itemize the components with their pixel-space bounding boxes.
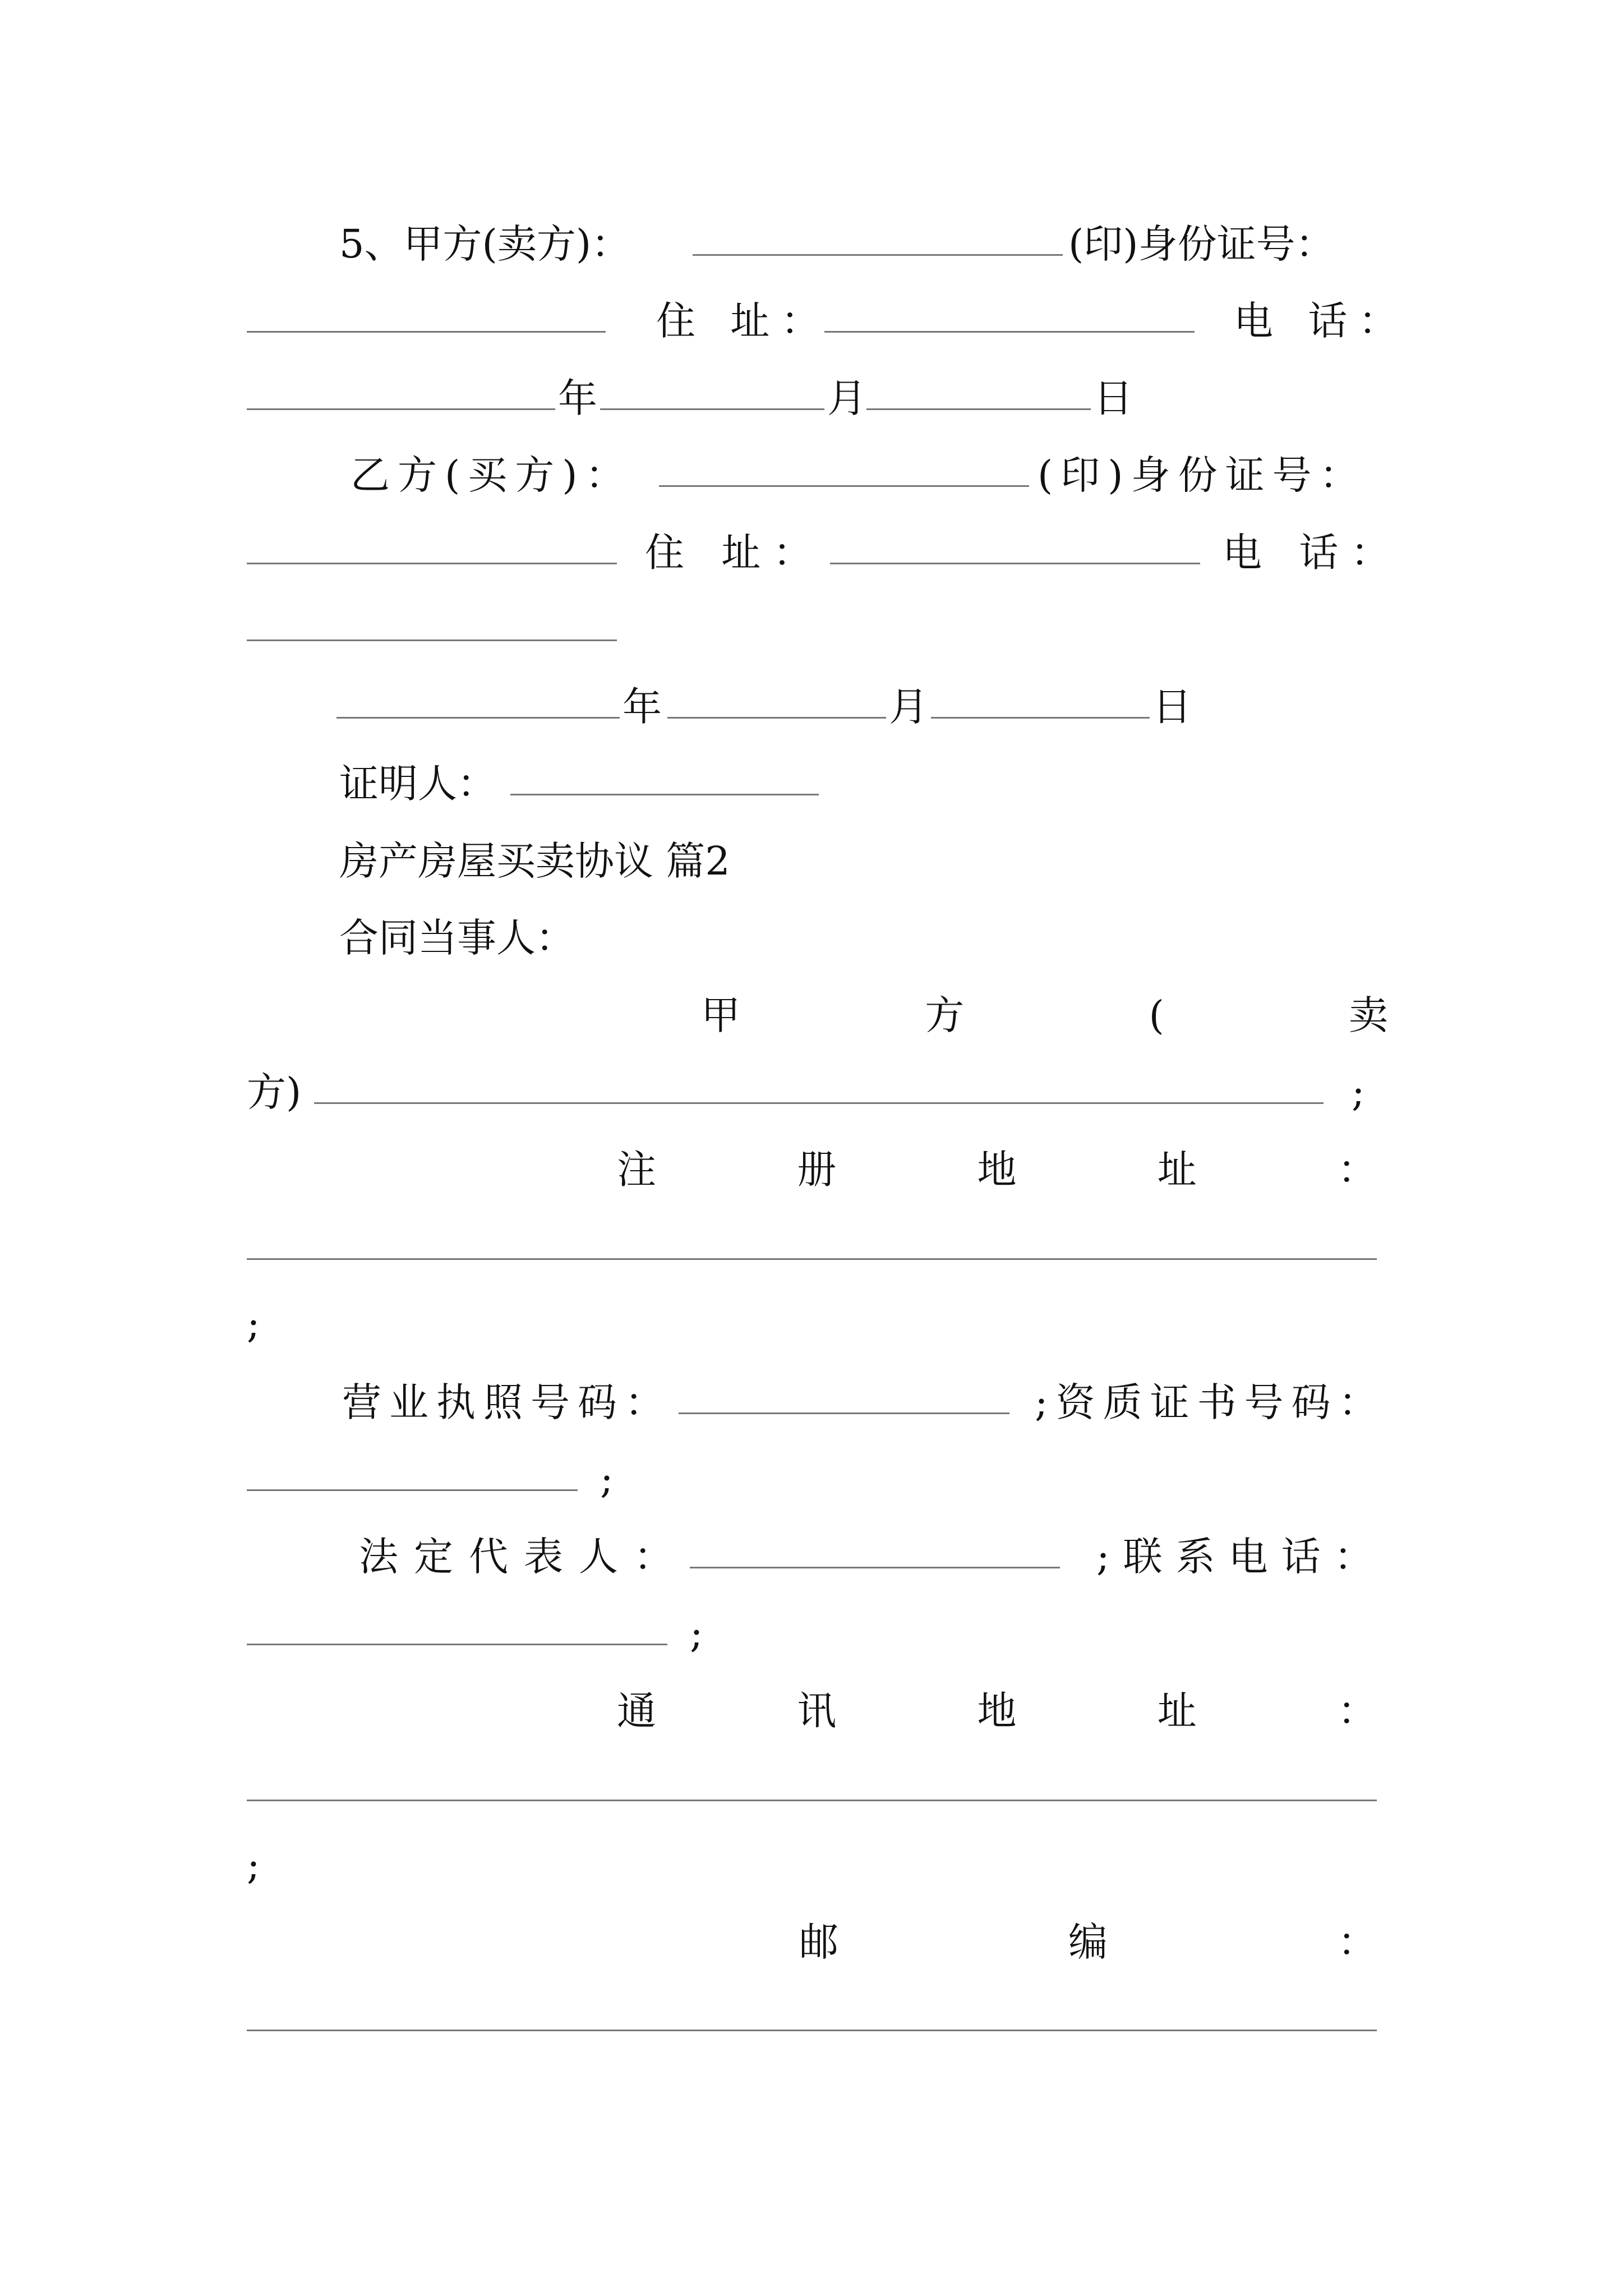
semicolon: ;	[247, 1842, 260, 1888]
cert-number-blank[interactable]	[247, 1489, 578, 1491]
year-label: 年	[623, 684, 662, 730]
mail-address-char-3: 地	[977, 1688, 1017, 1734]
legal-rep-label: 法定代表人：	[359, 1534, 689, 1580]
party-b-address-label: 住 址：	[645, 530, 825, 576]
seller-cont-label: 方)	[247, 1069, 302, 1115]
party-a-id-blank[interactable]	[247, 331, 606, 333]
semicolon: ;	[690, 1611, 703, 1657]
postcode-blank-line	[247, 1986, 1377, 2053]
day-label: 日	[1152, 684, 1192, 730]
party-a-phone-label: 电 话：	[1234, 298, 1409, 344]
party-b-name-blank[interactable]	[659, 485, 1029, 487]
mail-address-char-4: 址	[1157, 1688, 1197, 1734]
contact-phone-number-line	[247, 1600, 751, 1667]
postcode-char-3: ：	[1338, 1919, 1377, 1965]
section-title: 房产房屋买卖协议 篇2	[339, 838, 730, 884]
reg-address-blank[interactable]	[247, 1258, 1377, 1260]
seller-char-4: 卖	[1348, 992, 1388, 1038]
party-a-day-blank[interactable]	[866, 408, 1091, 410]
reg-address-char-2: 册	[797, 1147, 837, 1193]
party-b-year-blank[interactable]	[336, 717, 620, 719]
mail-address-heading-line	[617, 1677, 1377, 1745]
month-label: 月	[889, 684, 928, 730]
reg-address-char-5: ：	[1338, 1147, 1377, 1193]
day-label: 日	[1094, 375, 1133, 421]
party-a-address-line	[247, 287, 1409, 355]
seller-heading-line	[701, 982, 1388, 1049]
seller-name-line	[247, 1059, 1377, 1126]
party-b-address-blank[interactable]	[830, 563, 1200, 564]
parties-heading-line	[339, 904, 732, 972]
mail-address-char-2: 讯	[797, 1688, 837, 1734]
party-b-line	[351, 441, 1377, 509]
party-b-id-blank[interactable]	[247, 563, 617, 564]
party-b-phone-label: 电 话：	[1223, 530, 1403, 576]
cert-number-line	[247, 1446, 639, 1513]
seller-char-2: 方	[925, 992, 965, 1038]
contact-phone-blank[interactable]	[247, 1644, 667, 1645]
party-a-phone-year-blank[interactable]	[247, 408, 555, 410]
legal-rep-line	[359, 1523, 1387, 1590]
party-b-address-line	[247, 519, 1403, 586]
semicolon: ;	[600, 1456, 614, 1502]
party-a-month-blank[interactable]	[600, 408, 824, 410]
mail-address-blank-line	[247, 1756, 1377, 1823]
reg-address-blank-line	[247, 1214, 1377, 1282]
mail-address-blank[interactable]	[247, 1800, 1377, 1801]
witness-label: 证明人：	[339, 761, 496, 807]
mail-address-end-line	[247, 1832, 359, 1899]
party-a-name-blank[interactable]	[693, 254, 1063, 256]
reg-address-char-1: 注	[617, 1147, 656, 1193]
seller-char-1: 甲	[701, 992, 740, 1038]
postcode-char-1: 邮	[799, 1919, 838, 1965]
reg-address-end-line	[247, 1290, 359, 1358]
license-number-blank[interactable]	[679, 1412, 1009, 1414]
witness-line	[339, 750, 844, 817]
party-b-phone-blank[interactable]	[247, 639, 617, 641]
party-b-day-blank[interactable]	[931, 717, 1150, 719]
seller-char-3: (	[1149, 992, 1164, 1038]
semicolon: ;	[247, 1301, 260, 1347]
postcode-blank[interactable]	[247, 2030, 1377, 2031]
party-b-date-line	[336, 673, 1234, 740]
mail-address-char-5: ：	[1338, 1688, 1377, 1734]
year-label: 年	[558, 375, 597, 421]
postcode-heading-line	[799, 1908, 1377, 1976]
contact-phone-label: ;联系电话：	[1096, 1534, 1387, 1580]
semicolon: ;	[1352, 1069, 1365, 1115]
license-label: 营业执照号码：	[342, 1379, 672, 1425]
party-a-address-label: 住 址：	[656, 298, 832, 344]
legal-rep-blank[interactable]	[690, 1567, 1060, 1568]
party-a-label: 5、甲方(卖方)：	[339, 221, 631, 267]
section-title-line	[339, 827, 1068, 895]
party-b-month-blank[interactable]	[667, 717, 886, 719]
party-b-phone-line	[247, 596, 639, 663]
party-a-seal-id-label: (印)身份证号：	[1068, 221, 1335, 267]
witness-blank[interactable]	[510, 794, 819, 795]
party-a-line	[339, 210, 1377, 278]
reg-address-char-4: 址	[1157, 1147, 1197, 1193]
party-a-date-line	[247, 365, 1144, 432]
mail-address-char-1: 通	[617, 1688, 656, 1734]
cert-label: ;资质证书号码：	[1035, 1379, 1386, 1425]
party-a-address-blank[interactable]	[824, 331, 1195, 333]
reg-address-char-3: 地	[977, 1147, 1017, 1193]
reg-address-heading-line	[617, 1136, 1377, 1203]
month-label: 月	[827, 375, 866, 421]
postcode-char-2: 编	[1068, 1919, 1108, 1965]
party-b-seal-id-label: (印)身份证号：	[1038, 452, 1367, 498]
license-line	[342, 1369, 1386, 1436]
party-b-label: 乙方(买方)：	[351, 452, 633, 498]
parties-heading: 合同当事人：	[339, 915, 575, 961]
seller-name-blank[interactable]	[314, 1102, 1324, 1104]
